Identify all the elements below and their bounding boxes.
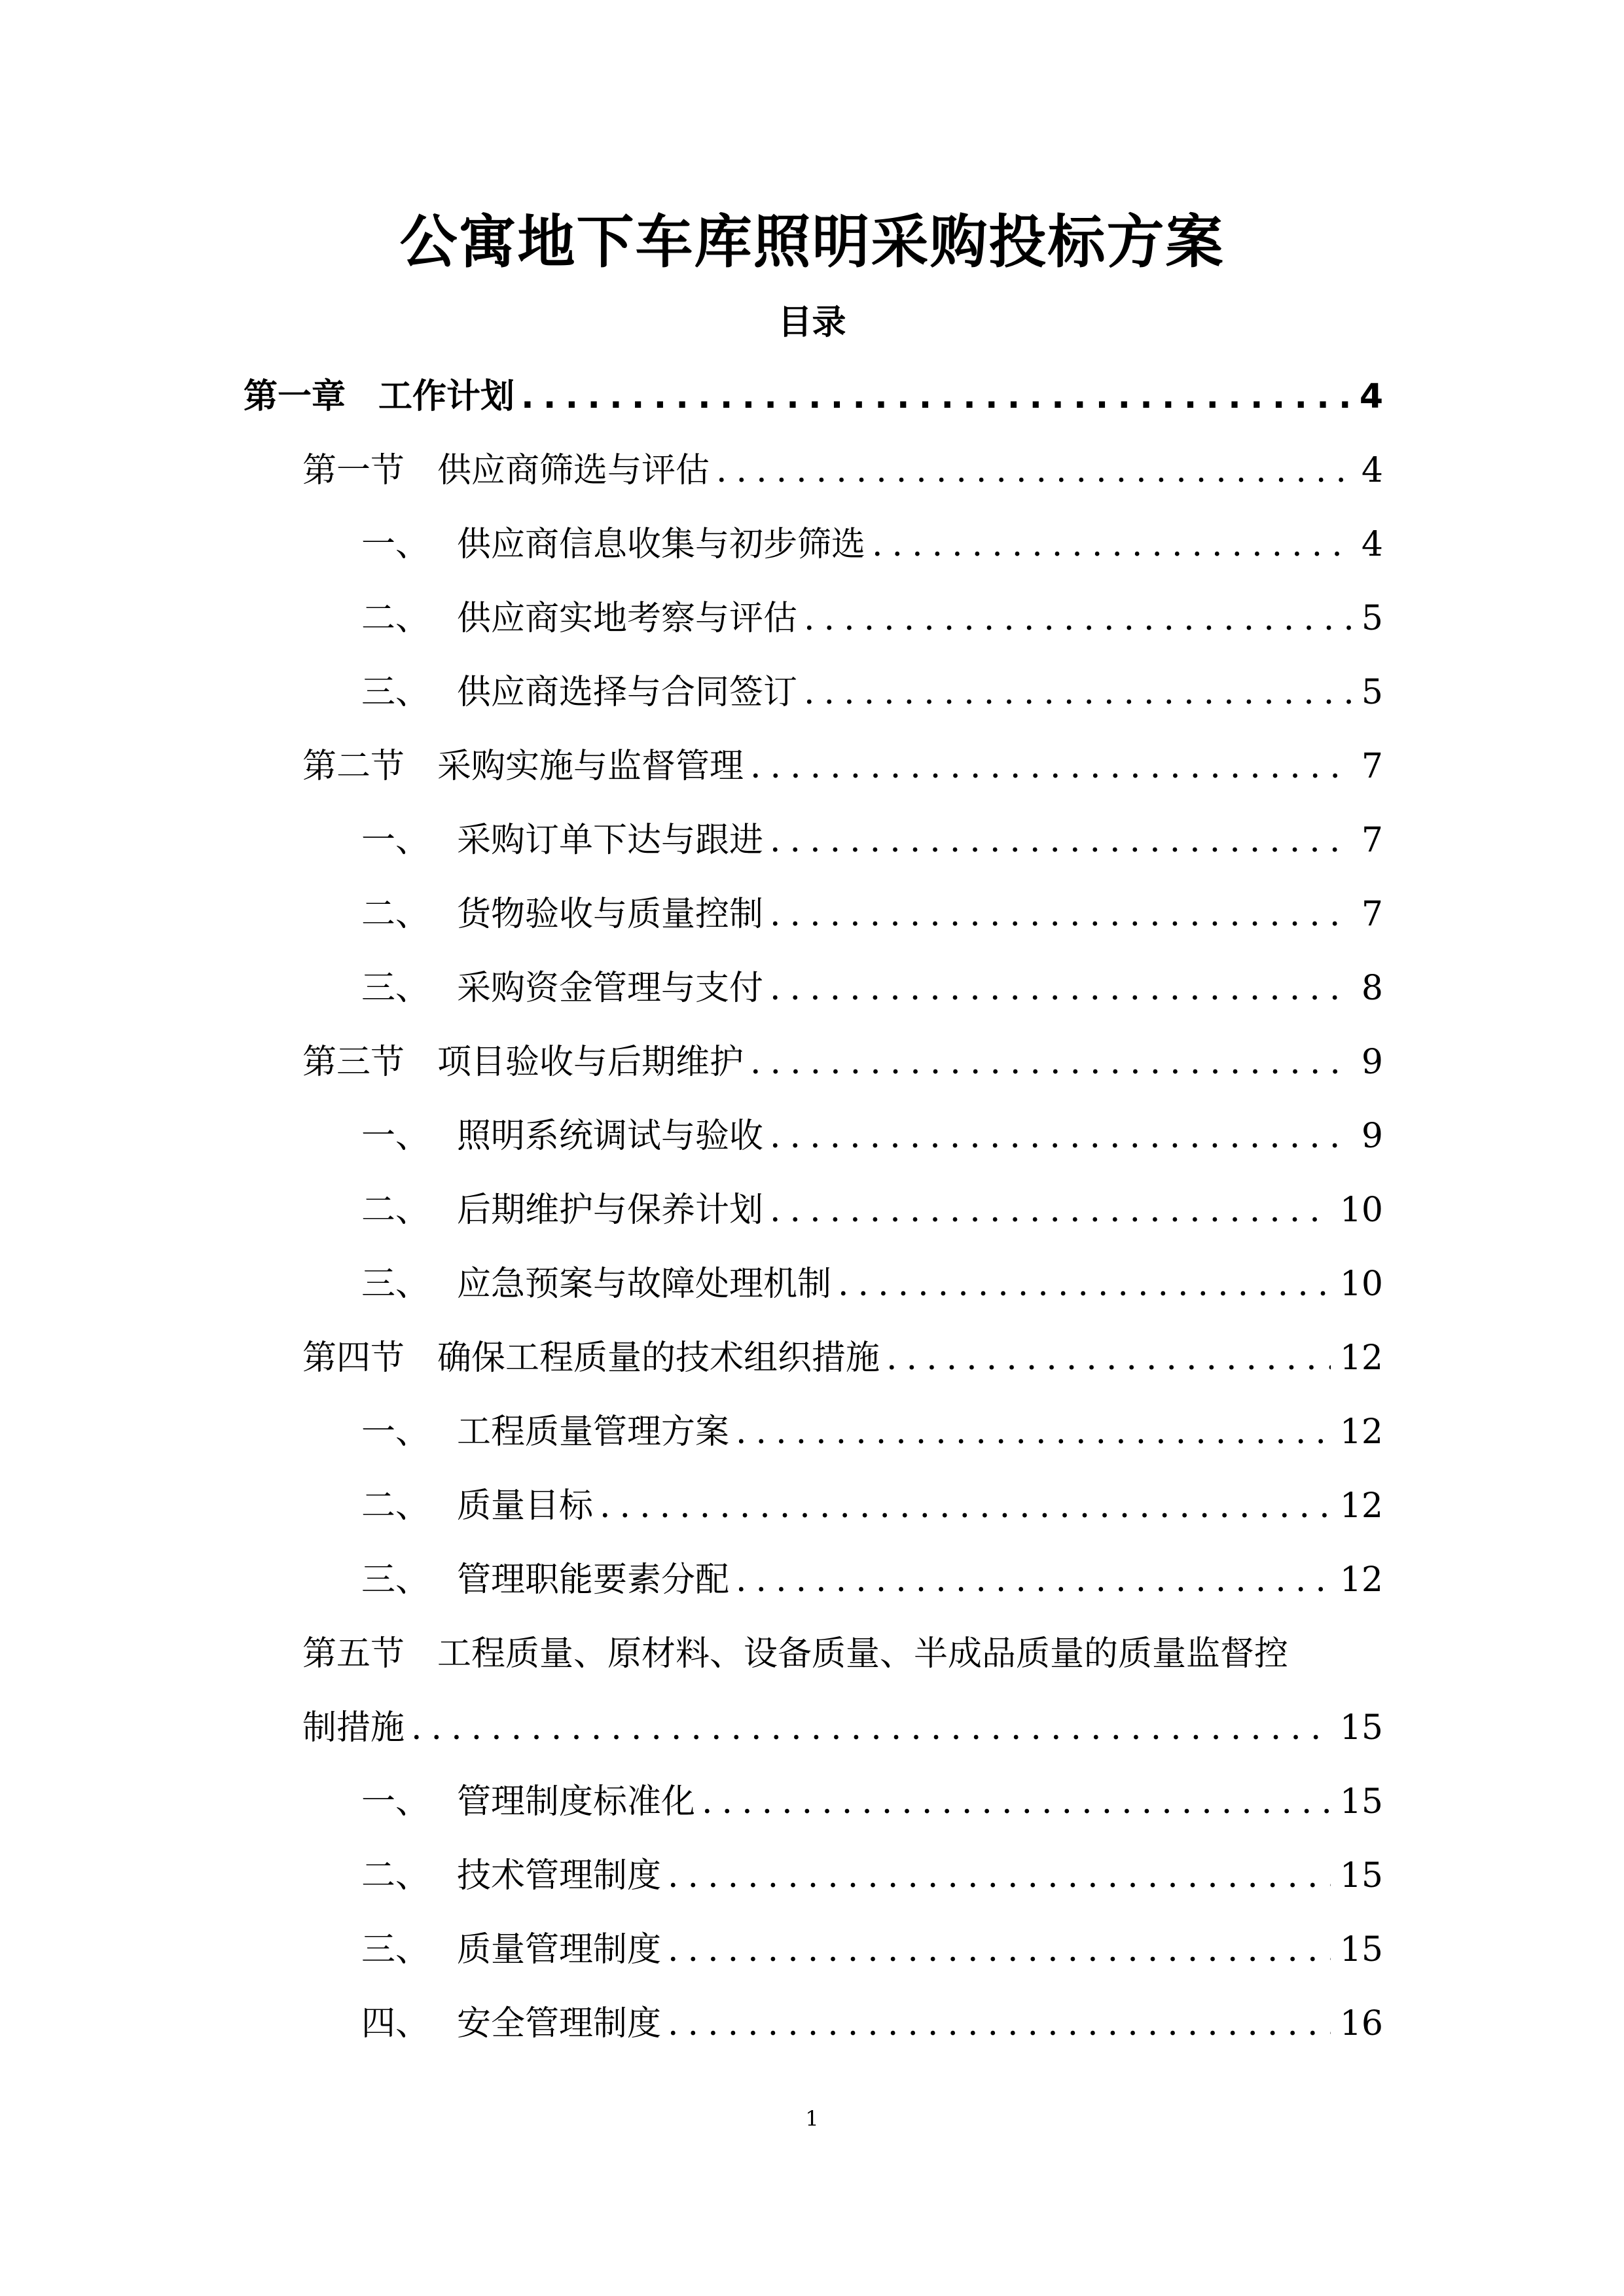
toc-leader-dots (886, 1321, 1331, 1395)
toc-leader-dots (668, 1913, 1331, 1987)
toc-entry-text: 采购实施与监督管理 (437, 747, 744, 786)
toc-entry-page: 9 (1361, 1043, 1383, 1082)
toc-leader-dots (736, 1543, 1331, 1617)
toc-leader-dots (521, 360, 1350, 434)
toc-entry-page: 10 (1339, 1265, 1383, 1304)
toc-entry-number: 二、 (361, 1856, 430, 1895)
toc-entry-page: 10 (1339, 1191, 1383, 1230)
toc-entry-subsection[interactable] (361, 1469, 1383, 1543)
toc-entry-page: 12 (1339, 1412, 1383, 1452)
toc-leader-dots (770, 804, 1352, 878)
toc-entry-number: 三、 (361, 1560, 430, 1600)
toc-leader-dots (411, 1691, 1331, 1765)
toc-entry-chapter-1[interactable] (244, 360, 1383, 434)
toc-entry-number: 三、 (361, 673, 430, 712)
toc-entry-subsection[interactable] (361, 878, 1383, 952)
toc-entry-section-5[interactable] (302, 1617, 1383, 1691)
toc-leader-dots (702, 1765, 1331, 1839)
toc-entry-page: 12 (1339, 1486, 1383, 1526)
toc-entry-subsection[interactable] (361, 508, 1383, 582)
toc-entry-number: 第三节 (302, 1043, 405, 1082)
toc-entry-section-2[interactable] (302, 730, 1383, 804)
toc-entry-number: 二、 (361, 599, 430, 638)
toc-entry-number: 三、 (361, 1265, 430, 1304)
toc-entry-number: 一、 (361, 1782, 430, 1821)
toc-leader-dots (600, 1469, 1331, 1543)
toc-leader-dots (770, 1174, 1331, 1247)
toc-entry-text: 货物验收与质量控制 (457, 895, 764, 934)
toc-leader-dots (770, 878, 1352, 952)
toc-entry-number: 二、 (361, 895, 430, 934)
toc-entry-subsection[interactable] (361, 804, 1383, 878)
toc-entry-subsection[interactable] (361, 1987, 1383, 2061)
toc-entry-section-1[interactable] (302, 434, 1383, 508)
page-number: 1 (805, 2106, 819, 2131)
toc-entry-section-5-continued[interactable] (302, 1691, 1383, 1765)
toc-entry-page: 15 (1339, 1856, 1383, 1895)
toc-entry-text-continued: 制措施 (302, 1708, 405, 1748)
toc-entry-number: 第五节 (302, 1634, 405, 1674)
toc-entry-text: 供应商实地考察与评估 (457, 599, 798, 638)
toc-entry-text: 供应商信息收集与初步筛选 (457, 525, 866, 564)
toc-leader-dots (668, 1987, 1331, 2061)
toc-entry-page: 9 (1361, 1117, 1383, 1156)
toc-entry-text: 供应商选择与合同签订 (457, 673, 798, 712)
toc-leader-dots (668, 1839, 1331, 1913)
toc-entry-page: 15 (1339, 1782, 1383, 1821)
toc-entry-number: 一、 (361, 1412, 430, 1452)
toc-entry-page: 16 (1339, 2004, 1383, 2043)
toc-entry-page: 7 (1361, 821, 1383, 860)
toc-entry-page: 4 (1359, 377, 1383, 416)
toc-entry-subsection[interactable] (361, 1543, 1383, 1617)
toc-leader-dots (736, 1395, 1331, 1469)
toc-entry-subsection[interactable] (361, 1174, 1383, 1247)
toc-entry-number: 一、 (361, 525, 430, 564)
toc-entry-text: 工作计划 (378, 377, 515, 416)
toc-leader-dots (770, 952, 1352, 1026)
toc-entry-subsection[interactable] (361, 1913, 1383, 1987)
toc-entry-text: 管理制度标准化 (457, 1782, 696, 1821)
toc-entry-text: 管理职能要素分配 (457, 1560, 730, 1600)
toc-leader-dots (750, 730, 1352, 804)
toc-entry-section-3[interactable] (302, 1026, 1383, 1100)
toc-entry-text: 工程质量、原材料、设备质量、半成品质量的质量监督控 (437, 1634, 1289, 1674)
toc-entry-page: 15 (1339, 1930, 1383, 1969)
toc-entry-page: 5 (1361, 599, 1383, 638)
toc-entry-number: 第一章 (244, 377, 346, 416)
toc-entry-text: 项目验收与后期维护 (437, 1043, 744, 1082)
toc-leader-dots (804, 656, 1352, 730)
toc-entry-text: 后期维护与保养计划 (457, 1191, 764, 1230)
toc-leader-dots (872, 508, 1352, 582)
toc-leader-dots (750, 1026, 1352, 1100)
toc-leader-dots (716, 434, 1352, 508)
toc-entry-page: 5 (1361, 673, 1383, 712)
toc-entry-section-4[interactable] (302, 1321, 1383, 1395)
toc-entry-page: 15 (1339, 1708, 1383, 1748)
toc-leader-dots (804, 582, 1352, 656)
toc-entry-page: 12 (1339, 1338, 1383, 1378)
toc-entry-text: 确保工程质量的技术组织措施 (437, 1338, 880, 1378)
toc-entry-text: 应急预案与故障处理机制 (457, 1265, 832, 1304)
toc-entry-number: 二、 (361, 1191, 430, 1230)
toc-entry-subsection[interactable] (361, 1100, 1383, 1174)
toc-entry-text: 工程质量管理方案 (457, 1412, 730, 1452)
toc-heading: 目录 (778, 303, 846, 342)
toc-entry-number: 第二节 (302, 747, 405, 786)
toc-entry-number: 三、 (361, 1930, 430, 1969)
toc-leader-dots (770, 1100, 1352, 1174)
toc-entry-text: 照明系统调试与验收 (457, 1117, 764, 1156)
toc-entry-number: 四、 (361, 2004, 430, 2043)
toc-entry-subsection[interactable] (361, 656, 1383, 730)
toc-entry-page: 12 (1339, 1560, 1383, 1600)
toc-entry-number: 第一节 (302, 451, 405, 490)
toc-entry-page: 8 (1361, 969, 1383, 1008)
toc-leader-dots (838, 1247, 1331, 1321)
toc-entry-number: 一、 (361, 1117, 430, 1156)
toc-entry-number: 一、 (361, 821, 430, 860)
toc-entry-text: 采购订单下达与跟进 (457, 821, 764, 860)
toc-entry-number: 二、 (361, 1486, 430, 1526)
toc-entry-number: 三、 (361, 969, 430, 1008)
toc-entry-subsection[interactable] (361, 1247, 1383, 1321)
toc-entry-number: 第四节 (302, 1338, 405, 1378)
toc-entry-text: 供应商筛选与评估 (437, 451, 710, 490)
toc-entry-subsection[interactable] (361, 952, 1383, 1026)
toc-entry-text: 质量目标 (457, 1486, 594, 1526)
toc-entry-text: 采购资金管理与支付 (457, 969, 764, 1008)
toc-entry-page: 4 (1361, 451, 1383, 490)
toc-entry-page: 4 (1361, 525, 1383, 564)
toc-entry-text: 质量管理制度 (457, 1930, 662, 1969)
toc-entry-subsection[interactable] (361, 582, 1383, 656)
toc-entry-page: 7 (1361, 747, 1383, 786)
toc-entry-subsection[interactable] (361, 1395, 1383, 1469)
toc-entry-subsection[interactable] (361, 1765, 1383, 1839)
toc-entry-subsection[interactable] (361, 1839, 1383, 1913)
toc-entry-text: 技术管理制度 (457, 1856, 662, 1895)
document-title: 公寓地下车库照明采购投标方案 (399, 208, 1225, 276)
toc-entry-page: 7 (1361, 895, 1383, 934)
toc-entry-text: 安全管理制度 (457, 2004, 662, 2043)
